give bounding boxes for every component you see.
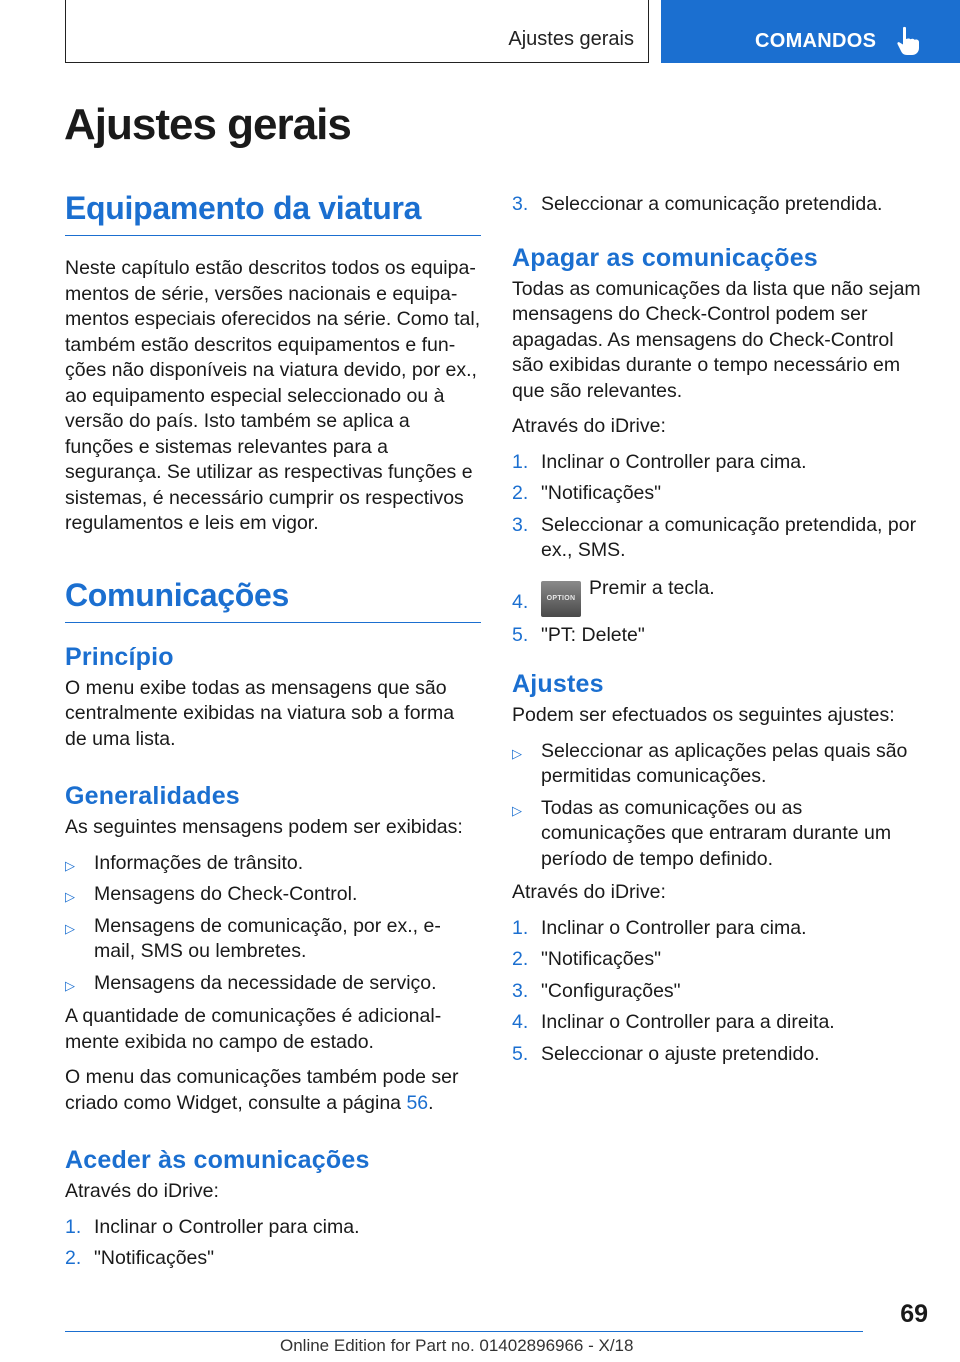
generalidades-text-2: O menu das comunicações também pode ser criado como Widget, consulte a página 56. bbox=[65, 1066, 459, 1114]
step-number: 1. bbox=[512, 450, 529, 473]
subsection-title-principio: Princípio bbox=[65, 642, 174, 671]
section-title-comunicacoes: Comunicações bbox=[65, 577, 481, 623]
list-item: 5. "PT: Delete" bbox=[512, 623, 930, 649]
triangle-bullet-icon: ▷ bbox=[65, 857, 75, 873]
page-title: Ajustes gerais bbox=[64, 100, 351, 149]
list-item: 3. Seleccionar a comunicação pretendida. bbox=[512, 192, 930, 218]
subsection-title-ajustes: Ajustes bbox=[512, 670, 604, 698]
left-column bbox=[65, 190, 481, 1280]
footer-edition: Online Edition for Part no. 01402896966 - X/18 bbox=[280, 1336, 634, 1355]
generalidades-text-1: A quantidade de comunicações é adicionalmente exibida no campo de estado. bbox=[65, 1005, 442, 1053]
subsection-title-apagar: Apagar as comunicações bbox=[512, 243, 818, 272]
list-item: 2. "Notificações" bbox=[512, 481, 930, 507]
list-item: 2. "Notificações" bbox=[65, 1246, 481, 1272]
header-chapter-label: COMANDOS bbox=[755, 30, 877, 52]
subsection-title-aceder: Aceder às comunicações bbox=[65, 1146, 370, 1174]
aceder-intro: Através do iDrive: bbox=[65, 1180, 219, 1202]
apagar-intro: Através do iDrive: bbox=[512, 415, 666, 437]
section-title-equipamento: Equipamento da viatura bbox=[65, 190, 481, 236]
list-item: ▷ Mensagens de comunicação, por ex., e-mail, SMS ou lembretes. bbox=[65, 914, 441, 962]
step-number: 1. bbox=[512, 916, 529, 939]
list-item: 2. "Notificações" bbox=[512, 947, 930, 973]
ajustes-intro: Podem ser efectuados os seguintes ajustes: bbox=[512, 704, 895, 726]
page-number: 69 bbox=[900, 1300, 928, 1328]
header-section-title: Ajustes gerais bbox=[508, 28, 634, 50]
footer-divider bbox=[65, 1331, 863, 1332]
pointing-hand-icon bbox=[895, 26, 921, 56]
list-item: ▷ Todas as comunicações ou as comunicações que entraram durante um período de tempo definido. bbox=[512, 796, 892, 870]
step-number: 2. bbox=[65, 1247, 82, 1269]
step-number: 5. bbox=[512, 623, 529, 646]
list-item: 1. Inclinar o Controller para cima. bbox=[512, 450, 930, 476]
apagar-steps bbox=[512, 450, 930, 649]
option-button-icon: OPTION bbox=[541, 581, 581, 617]
list-item: 5. Seleccionar o ajuste pretendido. bbox=[512, 1042, 930, 1068]
list-item: ▷ Informações de trânsito. bbox=[65, 851, 481, 877]
list-item: 1. Inclinar o Controller para cima. bbox=[512, 916, 930, 942]
ajustes-list bbox=[512, 739, 930, 873]
apagar-text: Todas as comunicações da lista que não sejam mensagens do Check-Control podem ser apagadas. As mensagens do Check-Control são exibidas durante o tempo necessário em que são relevantes. bbox=[512, 277, 921, 402]
list-item: 3. "Configurações" bbox=[512, 979, 930, 1005]
triangle-bullet-icon: ▷ bbox=[65, 977, 75, 993]
step-number: 2. bbox=[512, 948, 529, 970]
subsection-title-generalidades: Generalidades bbox=[65, 782, 240, 810]
step-number: 4. bbox=[512, 590, 529, 613]
equipamento-text: Neste capítulo estão descritos todos os equipamentos de série, versões nacionais e equipamentos especiais oferecidos na série. Como tal, também estão descritos equipamentos e funções não disponíveis na viatura devido, por ex., ao equipamento especial seleccionado ou à versão do país. Isto também se aplica a funções e sistemas relevantes para a segurança. Se utilizar as respectivas funções e sistemas, é necessário cumprir os respectivos regulamentos e leis em vigor. bbox=[65, 257, 481, 534]
step-number: 4. bbox=[512, 1011, 529, 1033]
list-item: 4. Inclinar o Controller para a direita. bbox=[512, 1010, 930, 1036]
list-item: 4. OPTION Premir a tecla. bbox=[512, 576, 930, 617]
step-number: 5. bbox=[512, 1042, 529, 1065]
list-item: ▷ Mensagens da necessidade de serviço. bbox=[65, 971, 481, 997]
step-number: 3. bbox=[512, 979, 529, 1002]
list-item: 3. Seleccionar a comunicação pretendida, por ex., SMS. bbox=[512, 513, 917, 561]
ajustes-steps bbox=[512, 916, 930, 1068]
principio-text: O menu exibe todas as mensagens que são centralmente exibidas na viatura sob a forma de uma lista. bbox=[65, 676, 455, 750]
list-item: ▷ Mensagens do Check-Control. bbox=[65, 882, 481, 908]
list-item: ▷ Seleccionar as aplicações pelas quais são permitidas comunicações. bbox=[512, 739, 908, 787]
step-number: 3. bbox=[512, 193, 529, 215]
list-item: 1. Inclinar o Controller para cima. bbox=[65, 1215, 481, 1241]
triangle-bullet-icon: ▷ bbox=[512, 802, 522, 818]
triangle-bullet-icon: ▷ bbox=[65, 920, 75, 936]
aceder-steps-continued bbox=[512, 192, 930, 218]
right-column bbox=[512, 192, 930, 1075]
step-number: 2. bbox=[512, 482, 529, 504]
aceder-steps bbox=[65, 1215, 481, 1272]
triangle-bullet-icon: ▷ bbox=[512, 745, 522, 761]
page-reference-link[interactable]: 56 bbox=[406, 1091, 429, 1114]
header-section-box bbox=[65, 0, 649, 63]
step-number: 3. bbox=[512, 513, 529, 536]
step-number: 1. bbox=[65, 1215, 82, 1238]
ajustes-intro-2: Através do iDrive: bbox=[512, 881, 666, 903]
triangle-bullet-icon: ▷ bbox=[65, 889, 75, 904]
generalidades-list bbox=[65, 851, 481, 997]
generalidades-intro: As seguintes mensagens podem ser exibidas: bbox=[65, 816, 463, 838]
header-chapter-tab bbox=[661, 0, 960, 63]
